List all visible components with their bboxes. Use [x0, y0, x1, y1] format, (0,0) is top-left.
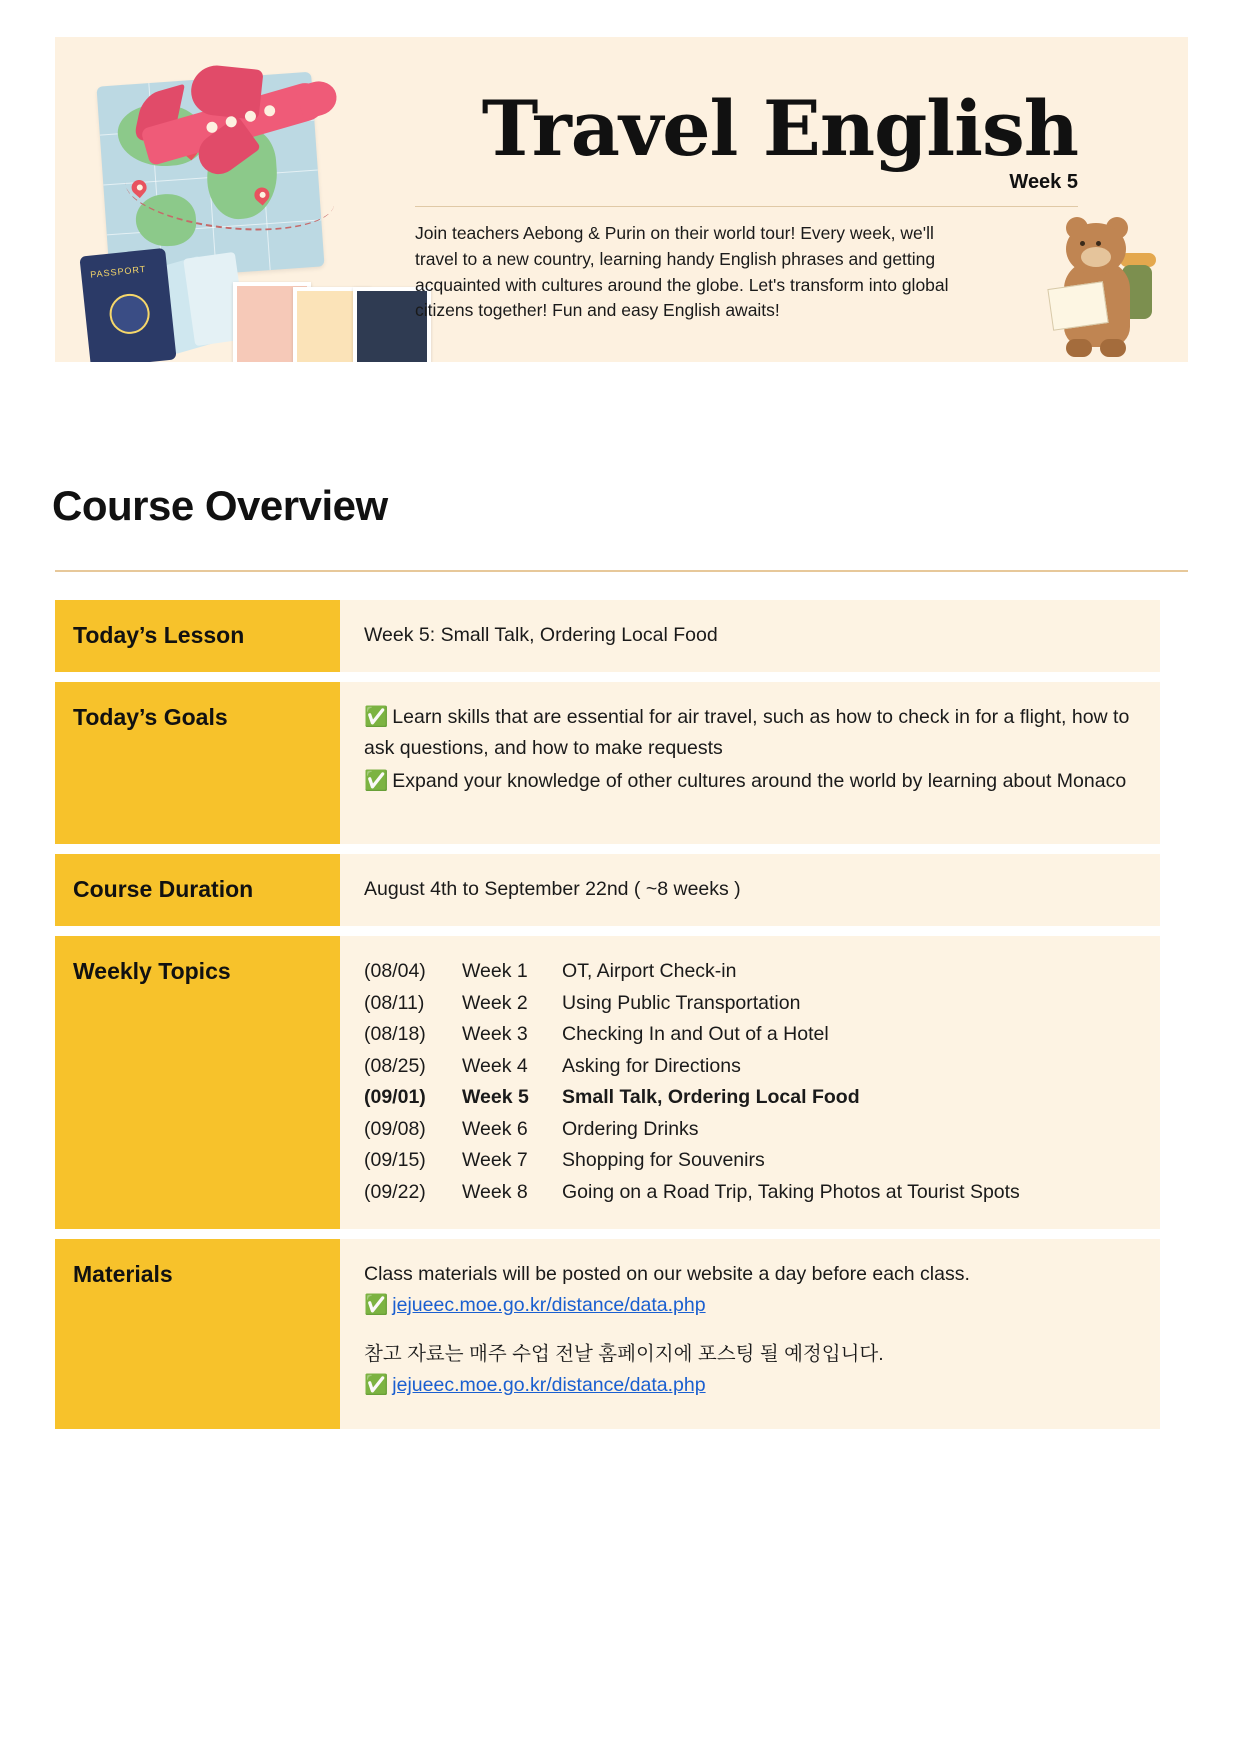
topic-date: (08/04) [364, 960, 426, 982]
topic-date: (09/01) [364, 1086, 426, 1109]
table-row-goals [55, 682, 1160, 844]
table-row-materials [55, 1239, 1160, 1429]
topic-name: Small Talk, Ordering Local Food [562, 1086, 860, 1109]
topic-name: Shopping for Souvenirs [562, 1149, 765, 1172]
goals-label: Today’s Goals [55, 682, 340, 844]
title-divider [415, 206, 1078, 207]
materials-link-en[interactable]: jejueec.moe.go.kr/distance/data.php [392, 1293, 706, 1316]
section-title: Course Overview [52, 482, 388, 529]
materials-link-ko[interactable]: jejueec.moe.go.kr/distance/data.php [392, 1374, 706, 1397]
topic-week: Week 6 [462, 1117, 528, 1140]
travel-illustration [65, 37, 375, 362]
section-divider [55, 570, 1188, 572]
materials-value [340, 1239, 1160, 1429]
check-icon: ✅ [364, 706, 389, 728]
goals-value [340, 682, 1160, 844]
goal-item-text: Learn skills that are essential for air travel, such as how to check in for a flight, how to ask questions, and how to make requests [364, 706, 1130, 760]
topic-row [364, 1114, 1134, 1146]
topic-week: Week 1 [462, 960, 528, 982]
topic-row [364, 1177, 1134, 1209]
goal-item-text: Expand your knowledge of other cultures around the world by learning about Monaco [392, 770, 1127, 793]
topic-name: Using Public Transportation [562, 991, 801, 1014]
bear-mascot-icon [1036, 215, 1166, 362]
topic-row [364, 988, 1134, 1020]
topics-value [340, 936, 1160, 1229]
topic-week: Week 2 [462, 991, 528, 1014]
passport-label: PASSPORT [89, 263, 147, 280]
topic-week: Week 8 [462, 1181, 528, 1204]
topic-name: Asking for Directions [562, 1054, 741, 1077]
table-row-topics [55, 936, 1160, 1229]
topic-week: Week 3 [462, 1023, 528, 1046]
topic-date: (09/15) [364, 1149, 426, 1172]
goal-item [364, 766, 1134, 797]
duration-value: August 4th to September 22nd ( ~8 weeks ) [340, 854, 1160, 926]
topic-week: Week 4 [462, 1054, 528, 1077]
materials-link-row-en [364, 1290, 1134, 1321]
materials-line-en: Class materials will be posted on our website a day before each class. [364, 1262, 970, 1285]
week-badge: Week 5 [1009, 170, 1078, 193]
check-icon: ✅ [364, 1374, 389, 1397]
topic-date: (09/22) [364, 1181, 426, 1204]
topic-date: (09/08) [364, 1117, 426, 1140]
topic-name: OT, Airport Check-in [562, 960, 737, 982]
topic-row [364, 956, 1134, 988]
topic-name: Ordering Drinks [562, 1117, 699, 1140]
topic-week: Week 7 [462, 1149, 528, 1172]
page-title: Travel English [481, 84, 1078, 173]
banner-description: Join teachers Aebong & Purin on their world tour! Every week, we'll travel to a new country, learning handy English phrases and getting acquainted with cultures around the globe. Let's transform into global citizens together! Fun and easy English awaits! [415, 222, 949, 321]
topic-row [364, 1145, 1134, 1177]
lesson-label: Today’s Lesson [55, 600, 340, 672]
topic-date: (08/18) [364, 1023, 426, 1046]
materials-label: Materials [55, 1239, 340, 1429]
duration-label: Course Duration [55, 854, 340, 926]
topic-date: (08/25) [364, 1054, 426, 1077]
topic-row-current [364, 1082, 1134, 1114]
course-overview-table [55, 600, 1160, 1439]
banner-text-block [415, 84, 1078, 324]
topic-date: (08/11) [364, 991, 425, 1014]
topic-name: Checking In and Out of a Hotel [562, 1023, 829, 1046]
passport-icon [79, 248, 176, 362]
check-icon: ✅ [364, 770, 389, 793]
topic-row [364, 1051, 1134, 1083]
check-icon: ✅ [364, 1293, 389, 1316]
header-banner [55, 37, 1188, 362]
goal-item [364, 702, 1134, 764]
lesson-value: Week 5: Small Talk, Ordering Local Food [340, 600, 1160, 672]
table-row-duration [55, 854, 1160, 926]
materials-line-ko: 참고 자료는 매주 수업 전날 홈페이지에 포스팅 될 예정입니다. [364, 1343, 884, 1365]
topic-row [364, 1019, 1134, 1051]
topic-week: Week 5 [462, 1086, 529, 1109]
topic-name: Going on a Road Trip, Taking Photos at Tourist Spots [562, 1181, 1020, 1204]
table-row-lesson [55, 600, 1160, 672]
topics-label: Weekly Topics [55, 936, 340, 1229]
materials-link-row-ko [364, 1370, 1134, 1401]
